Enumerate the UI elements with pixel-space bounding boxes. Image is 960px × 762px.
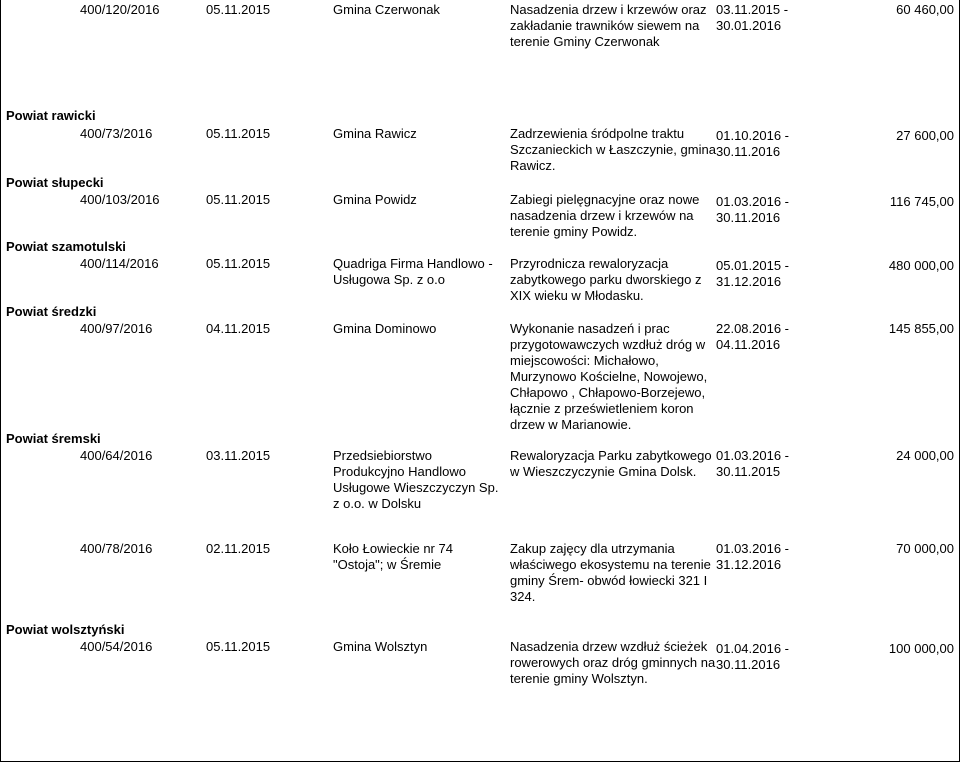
decision-number: 400/97/2016	[80, 321, 153, 336]
period-to: 30.01.2016	[716, 18, 782, 33]
powiat-heading: Powiat średzki	[6, 304, 97, 319]
decision-number: 400/103/2016	[80, 192, 160, 207]
period-from: 01.03.2016 -	[716, 448, 790, 463]
period-to: 04.11.2016	[716, 337, 781, 352]
amount: 116 745,00	[889, 194, 954, 209]
amount: 480 000,00	[888, 258, 954, 273]
decision-date: 02.11.2015	[206, 541, 271, 556]
period-to: 30.11.2016	[716, 657, 781, 672]
decision-number: 400/120/2016	[80, 2, 160, 17]
task-description: Przyrodnicza rewaloryzacja zabytkowego parku dworskiego z XIX wieku w Młodasku.	[510, 256, 702, 303]
period-from: 01.03.2016 -	[716, 194, 790, 209]
decision-number: 400/54/2016	[80, 639, 153, 654]
task-description: Zakup zajęcy dla utrzymania właściwego ekosystemu na terenie gminy Śrem- obwód łowiecki 321 I 324.	[510, 541, 711, 604]
beneficiary: Przedsiebiorstwo Produkcyjno Handlowo Usługowe Wieszczyczyn Sp. z o.o. w Dolsku	[333, 448, 499, 511]
amount: 60 460,00	[896, 2, 954, 17]
task-description: Wykonanie nasadzeń i prac przygotowawczych wzdłuż dróg w miejscowości: Michałowo, Murzynowo Kościelne, Nowojewo, Chłapowo , Chłapowo-Borzejewo, łącznie z prześwietleniem koron drzew w Marianowie.	[510, 321, 708, 432]
beneficiary: Gmina Rawicz	[333, 126, 417, 141]
amount: 24 000,00	[896, 448, 954, 463]
powiat-heading: Powiat śremski	[6, 431, 101, 446]
decision-number: 400/64/2016	[80, 448, 153, 463]
task-description: Zadrzewienia śródpolne traktu Szczanieckich w Łaszczynie, gmina Rawicz.	[510, 126, 716, 173]
period-from: 01.04.2016 -	[716, 641, 790, 656]
beneficiary: Gmina Wolsztyn	[333, 639, 428, 654]
table-border-left	[0, 0, 1, 762]
period-from: 03.11.2015 -	[716, 2, 789, 17]
task-description: Zabiegi pielęgnacyjne oraz nowe nasadzenia drzew i krzewów na terenie gminy Powidz.	[510, 192, 700, 239]
decision-date: 05.11.2015	[206, 192, 271, 207]
powiat-heading: Powiat rawicki	[6, 108, 96, 123]
decision-number: 400/73/2016	[80, 126, 153, 141]
decision-number: 400/114/2016	[80, 256, 159, 271]
decision-date: 05.11.2015	[206, 2, 271, 17]
period-from: 05.01.2015 -	[716, 258, 790, 273]
beneficiary: Gmina Czerwonak	[333, 2, 440, 17]
period-from: 22.08.2016 -	[716, 321, 790, 336]
period-to: 30.11.2016	[716, 144, 781, 159]
task-description: Nasadzenia drzew i krzewów oraz zakładanie trawników siewem na terenie Gminy Czerwonak	[510, 2, 707, 49]
period-from: 01.10.2016 -	[716, 128, 790, 143]
decision-date: 03.11.2015	[206, 448, 271, 463]
period-to: 31.12.2016	[716, 557, 782, 572]
beneficiary: Quadriga Firma Handlowo - Usługowa Sp. z o.o	[333, 256, 493, 287]
period-to: 30.11.2015	[716, 464, 781, 479]
decision-date: 04.11.2015	[206, 321, 271, 336]
powiat-heading: Powiat wolsztyński	[6, 622, 125, 637]
period-to: 31.12.2016	[716, 274, 782, 289]
decision-date: 05.11.2015	[206, 256, 271, 271]
decision-date: 05.11.2015	[206, 126, 271, 141]
beneficiary: Gmina Powidz	[333, 192, 417, 207]
beneficiary: Koło Łowieckie nr 74 "Ostoja"; w Śremie	[333, 541, 453, 572]
amount: 27 600,00	[896, 128, 954, 143]
beneficiary: Gmina Dominowo	[333, 321, 437, 336]
powiat-heading: Powiat słupecki	[6, 175, 104, 190]
amount: 70 000,00	[896, 541, 954, 556]
amount: 145 855,00	[888, 321, 954, 336]
task-description: Rewaloryzacja Parku zabytkowego w Wieszczyczynie Gmina Dolsk.	[510, 448, 712, 479]
period-from: 01.03.2016 -	[716, 541, 790, 556]
decision-date: 05.11.2015	[206, 639, 271, 654]
powiat-heading: Powiat szamotulski	[6, 239, 126, 254]
amount: 100 000,00	[888, 641, 954, 656]
task-description: Nasadzenia drzew wzdłuż ścieżek rowerowych oraz dróg gminnych na terenie gminy Wolsztyn.	[510, 639, 716, 686]
period-to: 30.11.2016	[716, 210, 781, 225]
decision-number: 400/78/2016	[80, 541, 153, 556]
